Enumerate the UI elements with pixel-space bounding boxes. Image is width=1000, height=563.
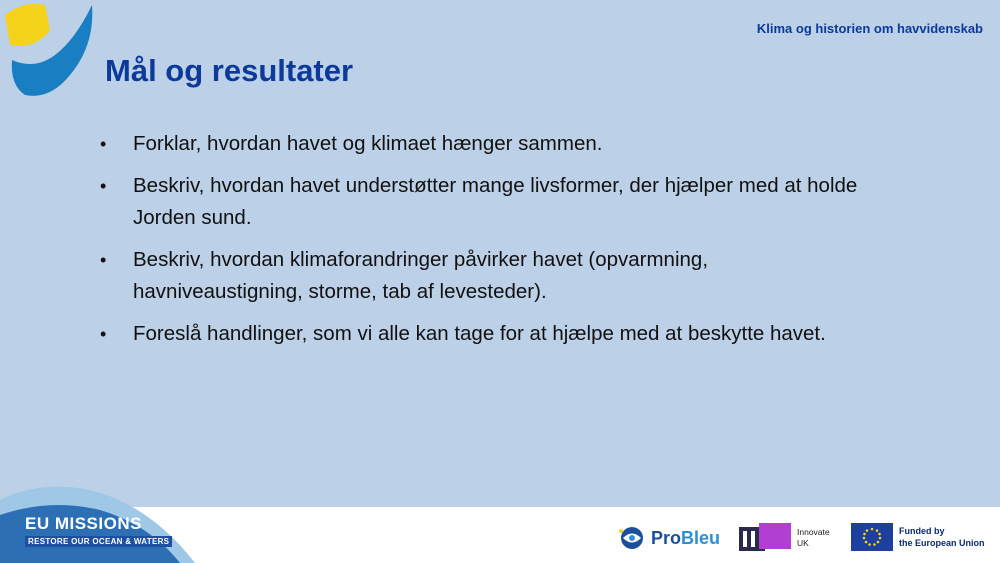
probleu-bleu: Bleu xyxy=(681,527,721,548)
bullet-icon: • xyxy=(100,176,107,196)
probleu-pro: Pro xyxy=(651,527,682,548)
list-item: • Beskriv, hvordan havet understøtter mange livsformer, der hjælper med at holde Jorden sund. xyxy=(98,170,858,234)
ukri-icon xyxy=(739,523,791,553)
eu-missions-title: EU MISSIONS xyxy=(25,514,142,533)
bullet-icon: • xyxy=(100,324,107,344)
list-item: • Foreslå handlinger, som vi alle kan tage for at hjælpe med at beskytte havet. xyxy=(98,318,858,350)
header-tag: Klima og historien om havvidenskab xyxy=(756,21,983,36)
probleu-logo xyxy=(617,525,720,551)
eu-missions-subtitle: RESTORE OUR OCEAN & WATERS xyxy=(25,536,172,547)
bullet-list xyxy=(98,128,858,360)
list-item: • Beskriv, hvordan klimaforandringer påvirker havet (opvarmning, havniveaustigning, storme, tab af levesteder). xyxy=(98,244,858,308)
funded-line1: Funded by xyxy=(899,526,945,536)
funded-line2: the European Union xyxy=(899,538,985,548)
innovate-line1: Innovate xyxy=(797,527,830,537)
innovate-line2: UK xyxy=(797,538,809,548)
ocean-logo-icon xyxy=(0,0,100,100)
eu-funding-badge xyxy=(851,523,985,551)
probleu-icon xyxy=(617,525,647,551)
list-item: • Forklar, hvordan havet og klimaet hænger sammen. xyxy=(98,128,858,160)
eu-flag-icon xyxy=(851,523,893,551)
bullet-icon: • xyxy=(100,134,107,154)
eu-missions-logo xyxy=(25,514,172,547)
bullet-icon: • xyxy=(100,250,107,270)
innovate-uk-logo xyxy=(739,523,830,553)
page-title: Mål og resultater xyxy=(105,53,354,88)
